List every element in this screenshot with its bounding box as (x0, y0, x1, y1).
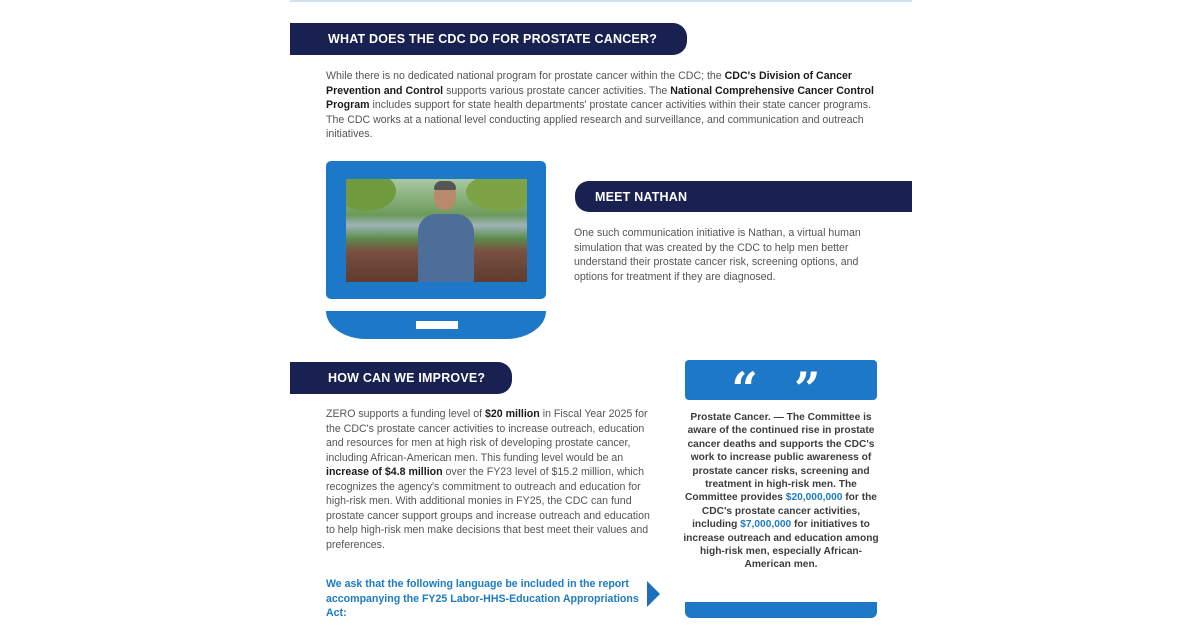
section-heading-nathan (575, 181, 912, 212)
text-run: ZERO supports a funding level of (326, 408, 485, 420)
cdc-paragraph (326, 69, 886, 142)
quote-text (682, 411, 880, 572)
quote-footer-bar (685, 602, 877, 618)
section-heading-cdc-text: WHAT DOES THE CDC DO FOR PROSTATE CANCER? (328, 32, 658, 46)
text-run: over the FY23 level of $15.2 million, which recognizes the agency's commitment to outreach and education for high-risk men. With additional monies in FY25, the CDC can fund prostate cancer support groups and increase outreach and education to help high-risk men make decisions that best meet their values and preferences. (326, 466, 650, 551)
nathan-video-thumbnail[interactable] (346, 179, 527, 282)
laptop-trackpad (416, 321, 458, 329)
text-run: While there is no dedicated national program for prostate cancer within the CDC; the (326, 70, 725, 82)
text-run: for initiatives to increase outreach and education among high-risk men, especially African-American men. (683, 519, 879, 571)
improve-paragraph (326, 407, 661, 552)
appropriations-ask (326, 577, 644, 621)
section-heading-cdc (290, 23, 687, 55)
text-run: for the CDC's prostate cancer activities, including (692, 492, 877, 531)
ask-text: We ask that the following language be included in the report accompanying the FY25 Labor-HHS-Education Appropriations Act: (326, 578, 639, 619)
text-run: Prostate Cancer. — The Committee is aware of the continued rise in prostate cancer deaths and supports the CDC's work to increase public awareness of prostate cancer risks, screening and treatment in high-risk men. The Committee provides (685, 412, 875, 504)
bold-run: increase of $4.8 million (326, 466, 443, 478)
person-figure (418, 214, 474, 282)
document-page (290, 0, 912, 630)
nathan-paragraph (574, 226, 874, 284)
quote-marks-icon: “ ” (731, 362, 831, 416)
text-run: One such communication initiative is Nathan, a virtual human simulation that was created by the CDC to help men better understand their prostate cancer risk, screening options, and options for treatment if they are diagnosed. (574, 227, 861, 283)
text-run: includes support for state health departments' prostate cancer activities within their state cancer programs. The CDC works at a national level conducting applied research and surveillance, and communication and outreach initiatives. (326, 99, 871, 140)
text-run: supports various prostate cancer activities. The (443, 84, 671, 97)
amount-highlight: $20,000,000 (785, 492, 843, 504)
section-heading-improve-text: HOW CAN WE IMPROVE? (328, 371, 486, 385)
text-run: in Fiscal Year 2025 for the CDC's prostate cancer activities to increase outreach, education and resources for men at high risk of developing prostate cancer, including African-American men. This funding level would be an (326, 408, 648, 464)
person-hair (434, 181, 456, 190)
amount-highlight: $7,000,000 (740, 519, 792, 531)
laptop-base-illustration (326, 311, 546, 339)
top-divider (290, 0, 912, 2)
tree-shape (346, 179, 396, 211)
arrow-right-icon (647, 581, 660, 607)
laptop-screen-illustration (326, 161, 546, 299)
bold-run: CDC's Division of Cancer Prevention and Control (326, 70, 852, 97)
bold-run: $20 million (485, 408, 540, 420)
section-heading-improve (290, 362, 512, 394)
bold-run: National Comprehensive Cancer Control Program (326, 84, 874, 111)
section-heading-nathan-text: MEET NATHAN (595, 189, 688, 204)
quote-header (685, 360, 877, 416)
tree-shape (466, 179, 527, 211)
